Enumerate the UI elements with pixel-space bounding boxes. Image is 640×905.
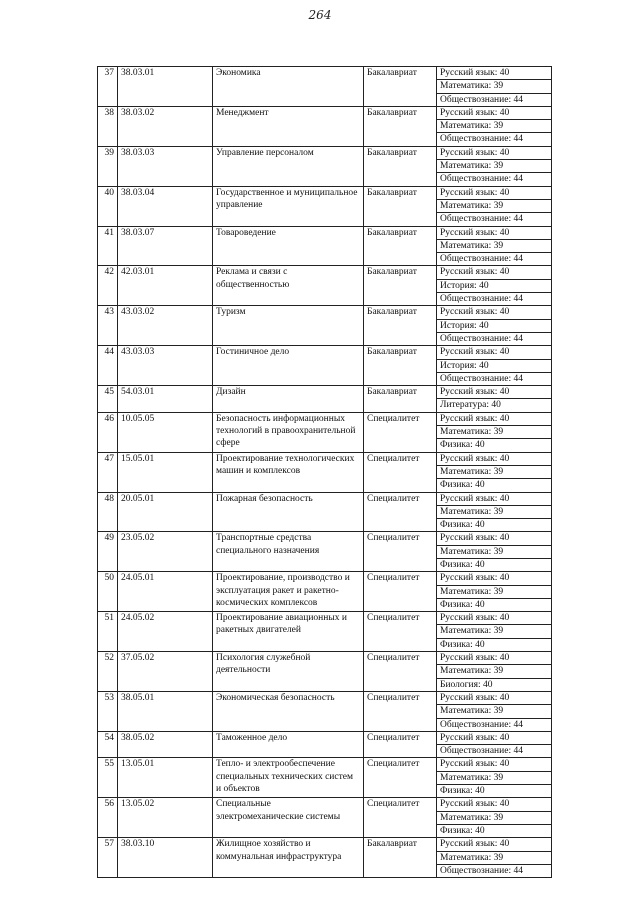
exam-score: Математика: 39	[437, 851, 552, 864]
exam-score: Русский язык: 40	[437, 346, 552, 359]
exam-score: Обществознание: 44	[437, 253, 552, 266]
program-code: 38.03.04	[118, 186, 213, 226]
table-row	[98, 758, 552, 771]
row-number: 43	[98, 306, 118, 346]
education-level: Бакалавриат	[364, 146, 437, 186]
row-number: 56	[98, 798, 118, 838]
row-number: 46	[98, 412, 118, 452]
program-name: Психология служебной деятельности	[213, 652, 364, 692]
exam-score: Математика: 39	[437, 120, 552, 133]
program-code: 38.05.01	[118, 691, 213, 731]
exam-score: Математика: 39	[437, 811, 552, 824]
program-name: Товароведение	[213, 226, 364, 266]
table-row	[98, 226, 552, 239]
exam-score: Физика: 40	[437, 785, 552, 798]
education-level: Специалитет	[364, 412, 437, 452]
education-level: Бакалавриат	[364, 186, 437, 226]
program-name: Экономика	[213, 67, 364, 107]
program-name: Реклама и связи с общественностью	[213, 266, 364, 306]
program-code: 43.03.03	[118, 346, 213, 386]
exam-score: Физика: 40	[437, 479, 552, 492]
program-code: 23.05.02	[118, 532, 213, 572]
program-name: Пожарная безопасность	[213, 492, 364, 532]
exam-score: Математика: 39	[437, 585, 552, 598]
education-level: Бакалавриат	[364, 306, 437, 346]
exam-score: Физика: 40	[437, 638, 552, 651]
row-number: 54	[98, 731, 118, 758]
education-level: Специалитет	[364, 798, 437, 838]
exam-score: Русский язык: 40	[437, 758, 552, 771]
row-number: 45	[98, 386, 118, 413]
exam-score: История: 40	[437, 319, 552, 332]
table-row	[98, 146, 552, 159]
program-name: Транспортные средства специального назначения	[213, 532, 364, 572]
row-number: 51	[98, 612, 118, 652]
table-row	[98, 798, 552, 811]
exam-score: Русский язык: 40	[437, 67, 552, 80]
program-code: 15.05.01	[118, 452, 213, 492]
education-level: Специалитет	[364, 532, 437, 572]
program-code: 38.03.02	[118, 106, 213, 146]
program-name: Проектирование авиационных и ракетных двигателей	[213, 612, 364, 652]
exam-score: Русский язык: 40	[437, 412, 552, 425]
program-name: Гостиничное дело	[213, 346, 364, 386]
exam-score: Русский язык: 40	[437, 266, 552, 279]
exam-score: Обществознание: 44	[437, 133, 552, 146]
program-code: 54.03.01	[118, 386, 213, 413]
program-name: Специальные электромеханические системы	[213, 798, 364, 838]
program-code: 38.03.03	[118, 146, 213, 186]
program-name: Управление персоналом	[213, 146, 364, 186]
exam-score: Математика: 39	[437, 625, 552, 638]
program-name: Государственное и муниципальное управление	[213, 186, 364, 226]
exam-score: Русский язык: 40	[437, 612, 552, 625]
education-level: Бакалавриат	[364, 386, 437, 413]
table-row	[98, 691, 552, 704]
table-row	[98, 492, 552, 505]
exam-score: Математика: 39	[437, 465, 552, 478]
row-number: 38	[98, 106, 118, 146]
exam-score: Русский язык: 40	[437, 572, 552, 585]
program-code: 24.05.01	[118, 572, 213, 612]
exam-score: Русский язык: 40	[437, 798, 552, 811]
exam-score: Обществознание: 44	[437, 745, 552, 758]
row-number: 53	[98, 691, 118, 731]
table-row	[98, 731, 552, 744]
exam-score: Русский язык: 40	[437, 731, 552, 744]
table-row	[98, 572, 552, 585]
row-number: 37	[98, 67, 118, 107]
education-level: Бакалавриат	[364, 67, 437, 107]
exam-score: История: 40	[437, 359, 552, 372]
exam-score: Русский язык: 40	[437, 452, 552, 465]
table-row	[98, 838, 552, 851]
table-row	[98, 532, 552, 545]
exam-score: Обществознание: 44	[437, 332, 552, 345]
program-name: Проектирование технологических машин и комплексов	[213, 452, 364, 492]
row-number: 44	[98, 346, 118, 386]
education-level: Специалитет	[364, 492, 437, 532]
program-code: 38.03.01	[118, 67, 213, 107]
program-name: Туризм	[213, 306, 364, 346]
program-name: Экономическая безопасность	[213, 691, 364, 731]
exam-score: Математика: 39	[437, 665, 552, 678]
education-level: Специалитет	[364, 452, 437, 492]
table-row	[98, 346, 552, 359]
table-row	[98, 186, 552, 199]
table-row	[98, 106, 552, 119]
row-number: 55	[98, 758, 118, 798]
exam-score: Обществознание: 44	[437, 93, 552, 106]
page-number: 264	[308, 8, 332, 22]
education-level: Специалитет	[364, 691, 437, 731]
exam-score: Математика: 39	[437, 771, 552, 784]
exam-score: Русский язык: 40	[437, 186, 552, 199]
row-number: 48	[98, 492, 118, 532]
education-level: Бакалавриат	[364, 838, 437, 878]
education-level: Специалитет	[364, 731, 437, 758]
program-name: Безопасность информационных технологий в правоохранительной сфере	[213, 412, 364, 452]
row-number: 40	[98, 186, 118, 226]
exam-score: Русский язык: 40	[437, 386, 552, 399]
programs-table	[97, 66, 552, 878]
program-code: 13.05.01	[118, 758, 213, 798]
exam-score: Обществознание: 44	[437, 864, 552, 877]
exam-score: Русский язык: 40	[437, 652, 552, 665]
row-number: 47	[98, 452, 118, 492]
table-row	[98, 412, 552, 425]
program-name: Менеджмент	[213, 106, 364, 146]
exam-score: Русский язык: 40	[437, 106, 552, 119]
education-level: Специалитет	[364, 652, 437, 692]
row-number: 42	[98, 266, 118, 306]
program-code: 38.05.02	[118, 731, 213, 758]
exam-score: Физика: 40	[437, 598, 552, 611]
exam-score: Физика: 40	[437, 824, 552, 837]
program-name: Таможенное дело	[213, 731, 364, 758]
table-row	[98, 306, 552, 319]
programs-table-body	[98, 67, 552, 878]
exam-score: Литература: 40	[437, 399, 552, 412]
exam-score: Русский язык: 40	[437, 532, 552, 545]
table-row	[98, 452, 552, 465]
table-row	[98, 612, 552, 625]
table-row	[98, 266, 552, 279]
program-name: Дизайн	[213, 386, 364, 413]
education-level: Специалитет	[364, 758, 437, 798]
exam-score: Обществознание: 44	[437, 173, 552, 186]
row-number: 41	[98, 226, 118, 266]
exam-score: Биология: 40	[437, 678, 552, 691]
program-name: Жилищное хозяйство и коммунальная инфраструктура	[213, 838, 364, 878]
education-level: Бакалавриат	[364, 106, 437, 146]
table-row	[98, 386, 552, 399]
exam-score: Математика: 39	[437, 199, 552, 212]
education-level: Бакалавриат	[364, 266, 437, 306]
row-number: 52	[98, 652, 118, 692]
exam-score: Физика: 40	[437, 439, 552, 452]
exam-score: Обществознание: 44	[437, 372, 552, 385]
row-number: 50	[98, 572, 118, 612]
table-row	[98, 67, 552, 80]
exam-score: Физика: 40	[437, 558, 552, 571]
program-code: 20.05.01	[118, 492, 213, 532]
exam-score: Русский язык: 40	[437, 146, 552, 159]
exam-score: Математика: 39	[437, 505, 552, 518]
education-level: Специалитет	[364, 572, 437, 612]
exam-score: Физика: 40	[437, 519, 552, 532]
exam-score: Русский язык: 40	[437, 838, 552, 851]
exam-score: Русский язык: 40	[437, 226, 552, 239]
exam-score: Русский язык: 40	[437, 492, 552, 505]
education-level: Бакалавриат	[364, 346, 437, 386]
education-level: Бакалавриат	[364, 226, 437, 266]
exam-score: Математика: 39	[437, 705, 552, 718]
exam-score: Математика: 39	[437, 160, 552, 173]
exam-score: Русский язык: 40	[437, 691, 552, 704]
exam-score: История: 40	[437, 279, 552, 292]
row-number: 57	[98, 838, 118, 878]
exam-score: Математика: 39	[437, 80, 552, 93]
exam-score: Обществознание: 44	[437, 718, 552, 731]
row-number: 49	[98, 532, 118, 572]
exam-score: Математика: 39	[437, 239, 552, 252]
exam-score: Обществознание: 44	[437, 213, 552, 226]
program-code: 38.03.07	[118, 226, 213, 266]
table-row	[98, 652, 552, 665]
program-code: 42.03.01	[118, 266, 213, 306]
program-name: Тепло- и электрообеспечение специальных технических систем и объектов	[213, 758, 364, 798]
program-code: 24.05.02	[118, 612, 213, 652]
program-code: 38.03.10	[118, 838, 213, 878]
exam-score: Математика: 39	[437, 545, 552, 558]
exam-score: Обществознание: 44	[437, 293, 552, 306]
program-code: 37.05.02	[118, 652, 213, 692]
exam-score: Русский язык: 40	[437, 306, 552, 319]
program-code: 43.03.02	[118, 306, 213, 346]
education-level: Специалитет	[364, 612, 437, 652]
exam-score: Математика: 39	[437, 426, 552, 439]
row-number: 39	[98, 146, 118, 186]
program-code: 10.05.05	[118, 412, 213, 452]
program-name: Проектирование, производство и эксплуатация ракет и ракетно-космических комплексов	[213, 572, 364, 612]
program-code: 13.05.02	[118, 798, 213, 838]
